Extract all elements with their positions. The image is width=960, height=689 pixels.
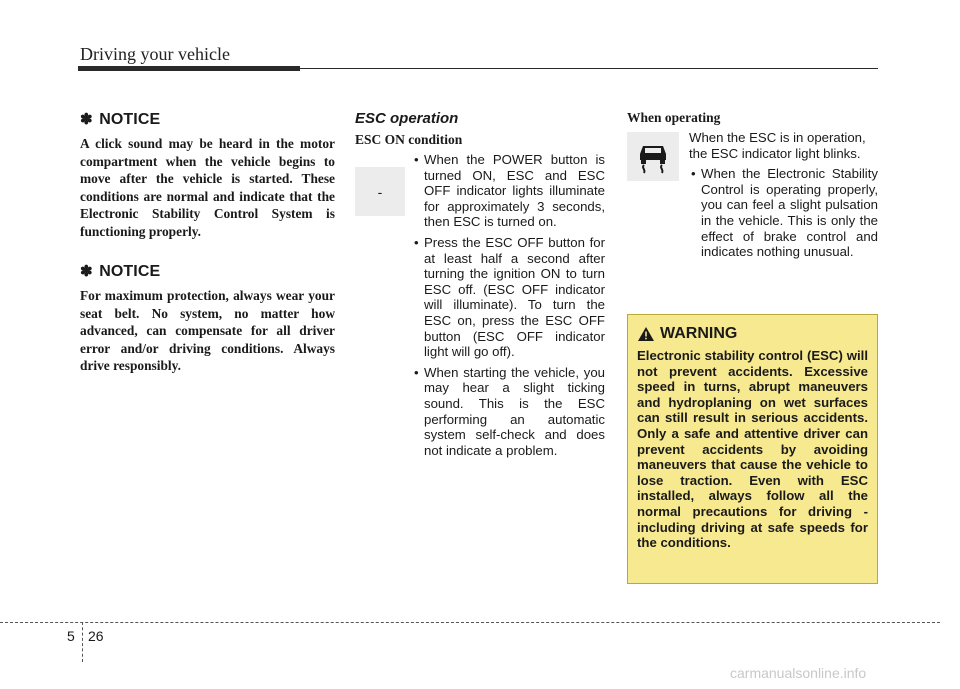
list-item: • Press the ESC OFF button for at least half a second after turning the ignition ON to turn ESC off. (ESC OFF indicator will illuminate). To turn the ESC on, press the ESC OFF button (ESC OFF indicator light will go off). — [414, 234, 605, 360]
footer-divider — [82, 622, 83, 662]
notice-title: NOTICE — [99, 111, 161, 128]
page-number: 26 — [88, 628, 104, 644]
chapter-number: 5 — [67, 628, 75, 644]
header-rule — [300, 68, 878, 69]
list-item: • When the POWER button is turned ON, ESC and ESC OFF indicator lights illuminate for approximately 3 seconds, then ESC is turned on. — [414, 152, 605, 230]
bullet-icon: • — [414, 234, 419, 250]
page-header-title: Driving your vehicle — [80, 44, 230, 64]
notice-1 — [80, 110, 335, 240]
notice-star-icon: ✽ — [80, 263, 93, 280]
when-operating-column — [627, 110, 878, 265]
footer-rule — [0, 622, 940, 623]
notice-star-icon: ✽ — [80, 111, 93, 128]
section-heading: ESC operation — [355, 110, 459, 127]
warning-title: WARNING — [660, 325, 738, 342]
watermark: carmanualsonline.info — [730, 665, 867, 681]
notice-body: For maximum protection, always wear your seat belt. No system, no matter how advanced, can compensate for all driver error and/or driving conditions. Always drive responsibly. — [80, 288, 335, 373]
warning-box — [627, 314, 878, 584]
when-operating-text: When the ESC is in operation, the ESC indicator light blinks. — [689, 130, 866, 161]
notice-body: A click sound may be heard in the motor compartment when the vehicle begins to move after the vehicle is started. These conditions are normal and indicate that the Electronic Stability Control System is functioning properly. — [80, 136, 335, 239]
bullet-icon: • — [414, 152, 419, 167]
notices-column — [80, 110, 335, 375]
esc-on-bullets — [412, 152, 605, 458]
list-item: • When the Electronic Stability Control is operating properly, you can feel a slight pulsation in the vehicle. This is only the effect of brake control and indicates nothing unusual. — [691, 166, 878, 260]
notice-title: NOTICE — [99, 263, 161, 280]
header-bar — [78, 66, 300, 71]
esc-indicator-placeholder-icon: - — [355, 167, 405, 216]
bullet-icon: • — [414, 364, 419, 380]
esc-on-condition-heading: ESC ON condition — [355, 132, 463, 147]
warning-body: Electronic stability control (ESC) will not prevent accidents. Excessive speed in turns, abrupt maneuvers and hydroplaning on wet surfaces can still result in serious accidents. Only a safe and attentive driver can prevent accidents by avoiding maneuvers that cause the vehicle to lose traction. Even with ESC installed, always follow all the normal precautions for driving - including driving at safe speeds for the conditions. — [637, 348, 868, 551]
esc-operation-column — [355, 110, 605, 463]
notice-2 — [80, 262, 335, 375]
warning-triangle-icon — [637, 326, 655, 342]
bullet-icon: • — [691, 166, 696, 182]
esc-skid-car-icon — [627, 132, 679, 181]
when-operating-heading: When operating — [627, 110, 721, 125]
list-item: • When starting the vehicle, you may hear a slight ticking sound. This is the ESC performing an automatic system self-check and does not indicate a problem. — [414, 364, 605, 458]
